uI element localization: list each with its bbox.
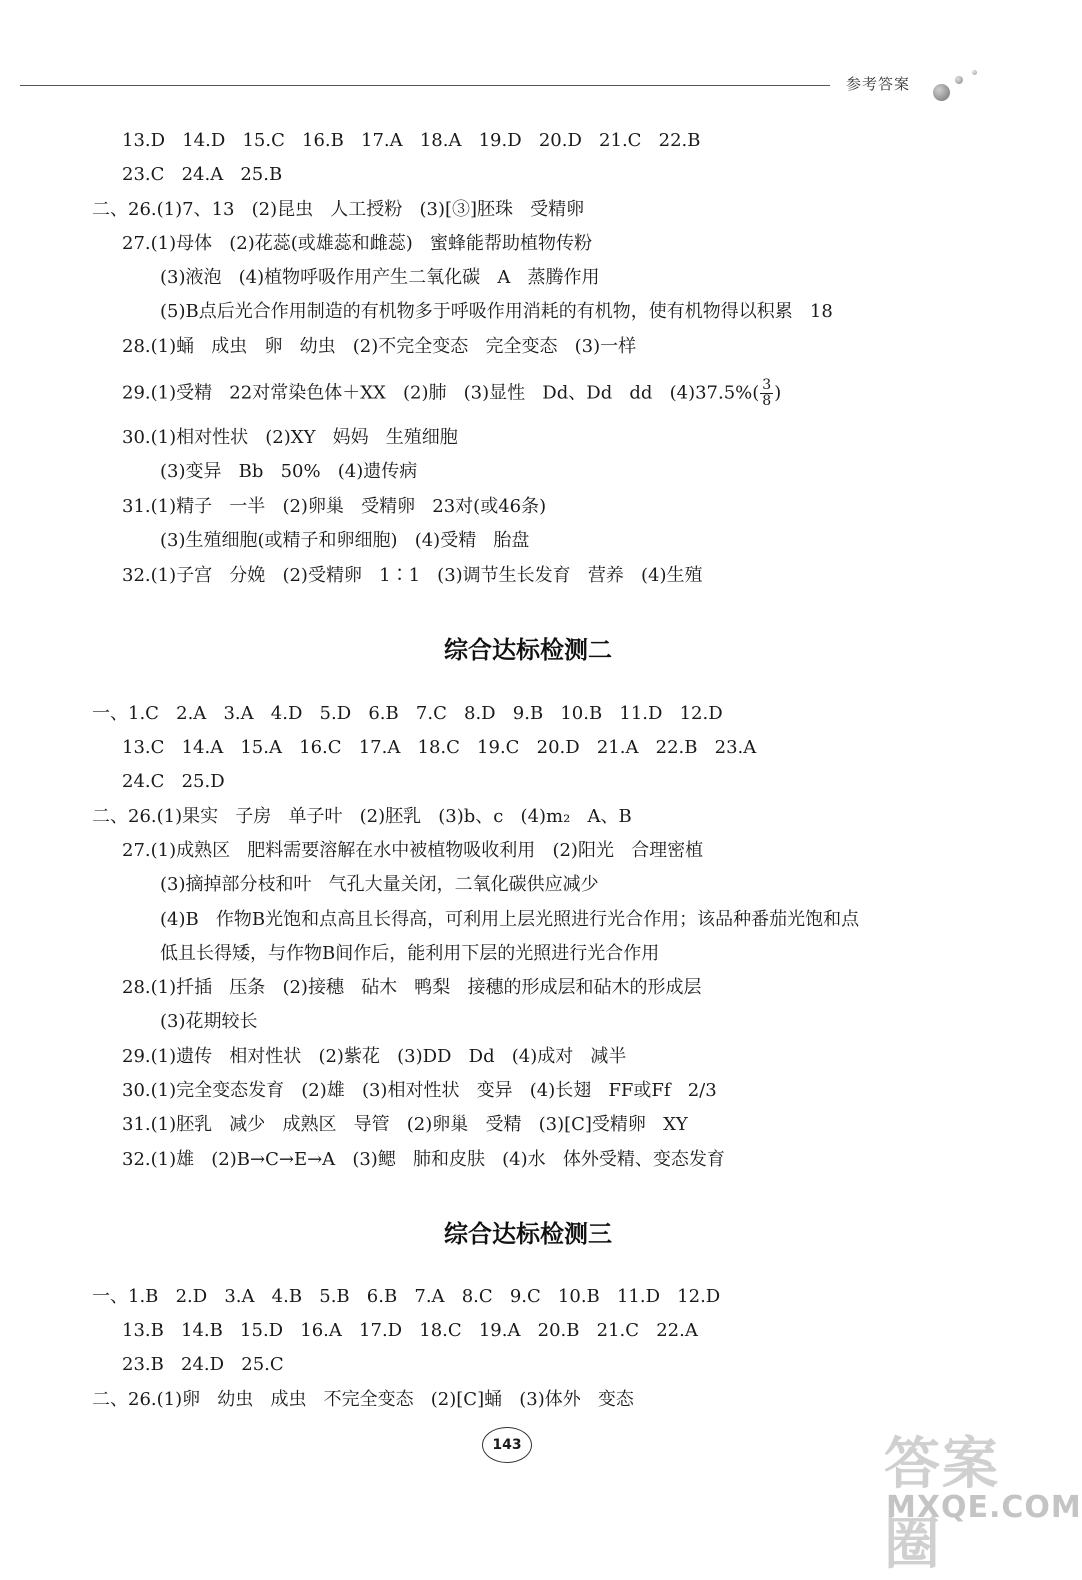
answer-line-29 (122, 378, 781, 409)
answer-line: 23.C 24.A 25.B (122, 164, 283, 185)
answer-line: 一、1.B 2.D 3.A 4.B 5.B 6.B 7.A 8.C 9.C 10.B 11.D 12.D (92, 1286, 721, 1307)
answer-line: 32.(1)子宫 分娩 (2)受精卵 1∶1 (3)调节生长发育 营养 (4)生殖 (122, 565, 703, 586)
answer-line: (3)摘掉部分枝和叶 气孔大量关闭，二氧化碳供应减少 (160, 874, 599, 895)
decorative-dot-small (972, 70, 977, 75)
answer-line-29-text: 29.(1)受精 22对常染色体＋XX (2)肺 (3)显性 Dd、Dd dd (4)37.5%( (122, 382, 760, 404)
watermark-logo (876, 1420, 1082, 1577)
answer-line: 27.(1)母体 (2)花蕊(或雄蕊和雌蕊) 蜜蜂能帮助植物传粉 (122, 233, 592, 254)
answer-line: 30.(1)完全变态发育 (2)雄 (3)相对性状 变异 (4)长翅 FF或Ff 2/3 (122, 1080, 717, 1101)
answer-line: 13.D 14.D 15.C 16.B 17.A 18.A 19.D 20.D 21.C 22.B (122, 130, 701, 151)
watermark-bottom-text: MXQE.COM (886, 1490, 1082, 1525)
answer-line: (3)生殖细胞(或精子和卵细胞) (4)受精 胎盘 (160, 530, 530, 551)
answer-line: (3)液泡 (4)植物呼吸作用产生二氧化碳 A 蒸腾作用 (160, 267, 600, 288)
answer-line: 28.(1)扦插 压条 (2)接穗 砧木 鸭梨 接穗的形成层和砧木的形成层 (122, 977, 702, 998)
answer-line: 27.(1)成熟区 肥料需要溶解在水中被植物吸收利用 (2)阳光 合理密植 (122, 840, 704, 861)
answer-line: 13.C 14.A 15.A 16.C 17.A 18.C 19.C 20.D 21.A 22.B 23.A (122, 737, 757, 758)
fraction-numerator: 3 (762, 377, 772, 393)
answer-line: 二、26.(1)果实 子房 单子叶 (2)胚乳 (3)b、c (4)m₂ A、B (92, 806, 632, 827)
page-number: 143 (482, 1427, 532, 1463)
answer-line: 29.(1)遗传 相对性状 (2)紫花 (3)DD Dd (4)成对 减半 (122, 1046, 627, 1067)
answer-line: (3)变异 Bb 50% (4)遗传病 (160, 461, 418, 482)
section-title-3: 综合达标检测三 (444, 1220, 612, 1248)
answer-line: 31.(1)精子 一半 (2)卵巢 受精卵 23对(或46条) (122, 496, 547, 517)
watermark-top-text: 答案圈 (884, 1432, 1000, 1577)
answer-line: 32.(1)雄 (2)B→C→E→A (3)鳃 肺和皮肤 (4)水 体外受精、变态发育 (122, 1149, 725, 1170)
answer-line: 二、26.(1)卵 幼虫 成虫 不完全变态 (2)[C]蛹 (3)体外 变态 (92, 1389, 634, 1410)
answer-line: 30.(1)相对性状 (2)XY 妈妈 生殖细胞 (122, 427, 458, 448)
fraction-denominator: 8 (762, 393, 772, 409)
answer-line: 31.(1)胚乳 减少 成熟区 导管 (2)卵巢 受精 (3)[C]受精卵 XY (122, 1114, 688, 1135)
section-title-2: 综合达标检测二 (444, 636, 612, 664)
answer-line: (4)B 作物B光饱和点高且长得高，可利用上层光照进行光合作用；该品种番茄光饱和点 (160, 909, 860, 930)
answer-line: (3)花期较长 (160, 1011, 258, 1032)
answer-line: 低且长得矮，与作物B间作后，能利用下层的光照进行光合作用 (160, 943, 660, 964)
answer-line: 24.C 25.D (122, 771, 225, 792)
header-label: 参考答案 (846, 75, 911, 93)
answer-line: 二、26.(1)7、13 (2)昆虫 人工授粉 (3)[③]胚珠 受精卵 (92, 199, 585, 220)
answer-line-29-close: ) (774, 382, 782, 404)
fraction (760, 378, 773, 409)
decorative-dot-large (933, 84, 950, 101)
header-rule (20, 85, 830, 86)
answer-line: (5)B点后光合作用制造的有机物多于呼吸作用消耗的有机物，使有机物得以积累 18 (160, 301, 833, 322)
answer-line: 23.B 24.D 25.C (122, 1354, 284, 1375)
decorative-dot-medium (955, 76, 963, 84)
answer-line: 13.B 14.B 15.D 16.A 17.D 18.C 19.A 20.B 21.C 22.A (122, 1320, 698, 1341)
answer-line: 28.(1)蛹 成虫 卵 幼虫 (2)不完全变态 完全变态 (3)一样 (122, 336, 637, 357)
answer-line: 一、1.C 2.A 3.A 4.D 5.D 6.B 7.C 8.D 9.B 10.B 11.D 12.D (92, 703, 723, 724)
